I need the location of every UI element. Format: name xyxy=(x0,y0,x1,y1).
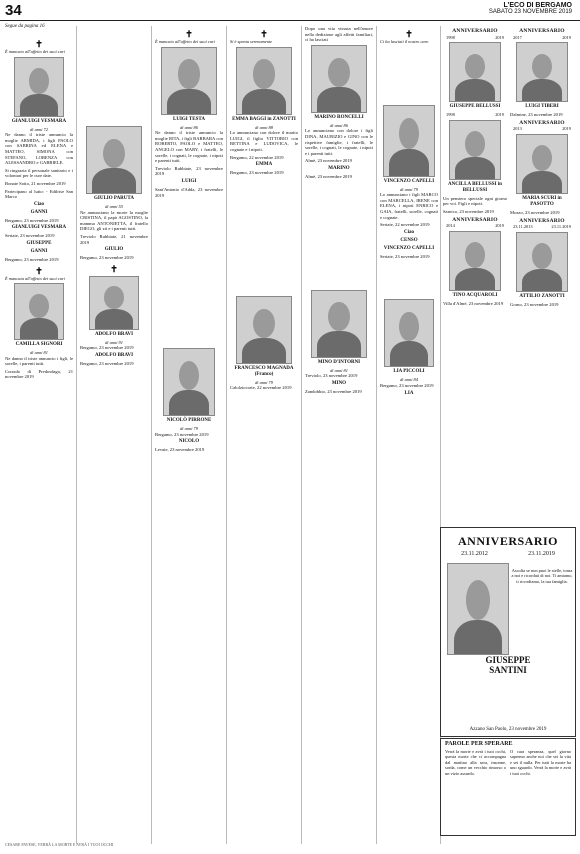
announcement-text: Ne danno il triste annuncio la moglie RITA, i figli BARBARA con ROBERTO, PAOLO e MATTEO, ANGELO con MARY, i fratelli, le sorelle, i cognati, le cognate, i nipoti e parenti tutti. xyxy=(155,130,223,164)
announcement-date: Zandobbio, 23 novembre 2019 xyxy=(305,388,362,394)
deceased-name: VINCENZO CAPELLI xyxy=(383,245,435,251)
deceased-name: FRANCESCO MAGNADA (Franco) xyxy=(234,365,294,377)
deceased-age: di anni 88 xyxy=(255,124,273,130)
ad-name-last: SANTINI xyxy=(489,665,527,675)
date-start: 1998 xyxy=(446,112,455,118)
deceased-name: TINO ACQUAROLI xyxy=(452,292,498,298)
cross-icon: ✝ xyxy=(35,39,43,49)
continuation-note: Segue da pagina 16 xyxy=(5,24,45,29)
deceased-age: di anni 91 xyxy=(105,339,123,345)
anniversary-dates xyxy=(510,224,574,230)
column-1 xyxy=(5,36,73,854)
announcement-date: Bergamo, 22 novembre 2019 xyxy=(230,154,284,160)
deceased-age: di anni 79 xyxy=(180,426,198,432)
announcement-date: Sant'Antonio d'Adda, 23 novembre 2019 xyxy=(155,186,223,198)
cross-icon: ✝ xyxy=(405,29,413,39)
box-text-left: Verrà la morte e avrà i tuoi occhi, questa morte che ci accompagna dal mattino alla sera, insonne, sorda, come un vecchio rimorso o un vizio assurdo. xyxy=(445,749,506,776)
anniversary-dates xyxy=(510,126,574,132)
portrait-photo xyxy=(384,299,434,367)
portrait-photo xyxy=(516,42,568,102)
deceased-name: NICOLÒ PIRRONE xyxy=(166,418,212,424)
nickname: GIUSEPPE xyxy=(26,240,52,246)
announcement-date: Bergamo, 23 novembre 2019 xyxy=(5,256,59,262)
portrait-photo xyxy=(14,57,64,117)
date-start: 2017 xyxy=(513,34,522,40)
announcement-date: Corrado di Predosdaga, 21 novembre 2019 xyxy=(5,368,73,380)
deceased-age: di anni 86 xyxy=(330,122,348,128)
portrait-photo xyxy=(516,134,568,194)
deceased-name: LIA PICCOLI xyxy=(393,369,425,375)
announcement-text: Ne danno il triste annuncio i figli, le sorelle, i parenti tutti. xyxy=(5,355,73,367)
column-divider xyxy=(76,26,77,844)
column-6 xyxy=(380,26,438,844)
deceased-name: LUIGI TESTA xyxy=(173,116,205,122)
date-start: 23.11.2012 xyxy=(461,551,488,557)
deceased-name: GIANLUIGI VESMARA xyxy=(11,225,67,231)
deceased-age: di anni 81 xyxy=(30,350,48,356)
announcement-date: Bonate Sotto, 21 novembre 2019 xyxy=(5,180,66,186)
portrait-photo xyxy=(449,120,501,180)
ad-poem: Ascolta se non puoi le stelle, torna a noi e ricordati di noi. Ti amiamo, ti ricordiamo, la tua famiglia. xyxy=(511,568,573,584)
deceased-name: MARIA SCURI in PASOTTO xyxy=(522,195,562,207)
announcement-date: Bergamo, 23 novembre 2019 xyxy=(380,382,434,388)
deceased-age: di anni 84 xyxy=(400,377,418,383)
nickname: GIULIO xyxy=(104,247,124,253)
deceased-name: ATTILIO ZANOTTI xyxy=(519,293,565,299)
nickname: NICOLO xyxy=(178,439,200,445)
nickname: GANNI xyxy=(30,248,48,254)
announcement-text: Ne annunciano la morte la moglie CRISTINA, il papà AGOSTINO, la mamma ANTONIETTA, il fratello DIEGO, gli zii e i parenti tutti. xyxy=(80,209,148,232)
announcement-text: Lo annunciano con dolore il marito LUIGI, il figlio VITTORIO con BETTINA e LUDOVICA, le cognate e i nipoti. xyxy=(230,130,298,152)
announcement-text: Lo annunciano i figli MARCO con MARCELLA, IRENE con ELENA, i nipoti ENRICO e GAIA, fratelli, sorelle, cognati e cognate. xyxy=(380,192,438,220)
cross-icon: ✝ xyxy=(185,29,193,39)
nickname: MARINO xyxy=(328,165,350,171)
portrait-photo xyxy=(516,232,568,292)
date-start: 2013 xyxy=(513,126,522,132)
date-start: 23.11.2013 xyxy=(513,224,533,230)
cross-icon: ✝ xyxy=(260,29,268,39)
deceased-age: di anni 72 xyxy=(30,126,48,132)
portrait-photo xyxy=(236,296,292,364)
date-start: 1998 xyxy=(446,34,455,40)
announcement-date: Levate, 23 novembre 2019 xyxy=(155,447,205,453)
anniversary-heading: ANNIVERSARIO xyxy=(452,216,498,223)
column-3 xyxy=(155,26,223,844)
participants: Partecipano al lutto: - Edilrise San Marco xyxy=(5,188,73,200)
newspaper-date: SABATO 23 NOVEMBRE 2019 xyxy=(488,9,572,15)
ad-dates xyxy=(441,551,575,557)
anniversary-ad xyxy=(440,527,576,737)
deceased-name: ANCILLA BELLUSSI in BELLUSSI xyxy=(448,181,502,193)
footer-note: CESARE PAVESE, VERRÀ LA MORTE E AVRÀ I TUOI OCCHI xyxy=(5,842,114,847)
ad-title: ANNIVERSARIO xyxy=(457,534,558,548)
anniversary-dates xyxy=(443,223,507,229)
anniversary-date: Sarnico, 23 novembre 2019 xyxy=(443,208,494,214)
announcement-date: Almè, 23 novembre 2019 xyxy=(305,158,352,164)
announcement-text: Ne danno il triste annuncio la moglie ARMIDA, i figli PAOLO con SABRINA ed ELENA e MATTEO, SIMONA con STEFANO, LORENZA con ALESSANDRO e GABRIELE. xyxy=(5,132,73,166)
date-end: 23.11.2019 xyxy=(551,224,571,230)
anniversary-date: Gorno, 23 novembre 2019 xyxy=(510,301,559,307)
date-end: 23.11.2019 xyxy=(528,551,555,557)
nickname: LIA xyxy=(404,390,414,396)
deceased-name: GIULIO PARUTA xyxy=(94,196,134,201)
deceased-age: di anni 79 xyxy=(400,186,418,192)
announcement-date: Seriate, 23 novembre 2019 xyxy=(5,233,55,239)
date-end: 2019 xyxy=(562,126,571,132)
announcement-date: Bergamo, 23 novembre 2019 xyxy=(80,360,134,366)
date-end: 2019 xyxy=(495,34,504,40)
column-divider xyxy=(301,26,302,844)
announcement-date: Seriate, 23 novembre 2019 xyxy=(380,253,430,259)
announcement-text: Si ringrazia il personale sanitario e i volontari per le cure date. xyxy=(5,167,73,179)
anniversary-heading: ANNIVERSARIO xyxy=(452,28,498,34)
portrait-photo xyxy=(14,283,64,340)
ad-name-first: GIUSEPPE xyxy=(485,655,531,665)
nickname: EMMA xyxy=(255,162,273,168)
deceased-name: CAMILLA SIGNORI xyxy=(15,342,63,348)
announcement-text: Lo annunciano con dolore i figli DINA, MAURIZIO e GINO con le rispettive famiglie, i fratelli, le sorelle, i cognati, le cognate, i nipoti e i parenti tutti. xyxy=(305,128,373,156)
deceased-name: GIANLUIGI VESMARA xyxy=(11,118,67,124)
anniversary-dates xyxy=(443,112,507,118)
column-4 xyxy=(230,26,298,844)
announcement-date: Treviolo Rubbiate, 21 novembre 2019 xyxy=(80,233,148,245)
box-text-right: O cara speranza, quel giorno sapremo anche noi che sei la vita e sei il nulla. Per tutti la morte ha uno sguardo. Verrà la morte e avrà i tuoi occhi. xyxy=(510,749,571,776)
announcement-date: Bergamo, 23 novembre 2019 xyxy=(155,431,209,437)
box-columns xyxy=(441,749,575,776)
announcement-date: Bergamo, 23 novembre 2019 xyxy=(80,345,134,351)
announcement-date: Bergamo, 23 novembre 2019 xyxy=(230,170,284,176)
deceased-age: di anni 79 xyxy=(255,379,273,385)
anniversary-dates xyxy=(510,35,574,41)
portrait-photo xyxy=(236,47,292,115)
column-divider xyxy=(226,26,227,844)
date-end: 2019 xyxy=(495,112,504,118)
anniversary-text: Un pensiero speciale ogni giorno per voi. Figli e nipoti. xyxy=(443,195,507,207)
announcement-date: Treviolo, 23 novembre 2019 xyxy=(305,373,358,379)
column-8 xyxy=(510,26,574,526)
portrait-photo xyxy=(447,563,509,655)
page-number: 34 xyxy=(5,2,22,19)
announcement-date: Treviolo Rubbiate, 23 novembre 2019 xyxy=(155,165,223,177)
anniversary-dates xyxy=(443,35,507,41)
cross-icon: ✝ xyxy=(110,263,118,274)
portrait-photo xyxy=(161,47,217,115)
portrait-photo xyxy=(311,290,367,358)
deceased-name: MARINO RONCELLI xyxy=(314,114,364,120)
date-end: 2019 xyxy=(495,223,504,229)
parole-per-sperare-box xyxy=(440,738,576,836)
announcement-date: Bergamo, 23 novembre 2019 xyxy=(5,217,59,223)
column-7 xyxy=(443,26,507,526)
portrait-photo xyxy=(163,348,215,416)
announcement-date: Bergamo, 23 novembre 2019 xyxy=(80,255,134,261)
announcement-intro: È mancato all'affetto dei suoi cari xyxy=(155,39,215,44)
column-2 xyxy=(80,26,148,844)
deceased-name: EMMA BAGGI in ZANOTTI xyxy=(232,116,296,122)
announcement-intro: Ci ha lasciati il nostro caro xyxy=(380,39,429,44)
newspaper-masthead xyxy=(489,2,572,16)
portrait-photo xyxy=(311,45,367,113)
deceased-name: ADOLFO BRAVI xyxy=(94,352,134,358)
deceased-name: GIUSEPPE BELLUSSI xyxy=(449,104,501,110)
anniversary-heading: ANNIVERSARIO xyxy=(519,28,565,34)
date-end: 2019 xyxy=(562,34,571,40)
portrait-photo xyxy=(383,105,435,177)
announcement-intro: È mancata all'affetto dei suoi cari xyxy=(5,275,65,281)
anniversary-date: Villa d'Almè, 23 novembre 2019 xyxy=(443,300,504,306)
deceased-age: di anni 86 xyxy=(180,124,198,130)
portrait-photo xyxy=(89,276,139,330)
column-divider xyxy=(151,26,152,844)
portrait-photo xyxy=(449,231,501,291)
column-5 xyxy=(305,26,373,844)
page-header xyxy=(0,0,580,21)
anniversary-heading: ANNIVERSARIO xyxy=(519,217,565,224)
deceased-age: di anni 55 xyxy=(105,204,123,209)
deceased-name: MINO D'INTORNI xyxy=(317,359,361,365)
deceased-name: VINCENZO CAPELLI xyxy=(383,178,435,184)
date-start: 2014 xyxy=(446,223,455,229)
anniversary-date: Mozzo, 23 novembre 2019 xyxy=(510,209,560,215)
announcement-intro: È mancato all'affetto dei suoi cari xyxy=(5,49,65,54)
deceased-age: di anni 81 xyxy=(330,367,348,373)
cross-icon: ✝ xyxy=(35,265,43,276)
nickname: MINO xyxy=(331,380,347,386)
deceased-name: ADOLFO BRAVI xyxy=(94,331,134,337)
ad-footer: Azzano San Paolo, 23 novembre 2019 xyxy=(469,727,547,732)
portrait-photo xyxy=(449,42,501,102)
nickname: GANNI xyxy=(30,209,48,215)
nickname: CENSO xyxy=(400,237,418,243)
deceased-name: LUIGI TIBERI xyxy=(525,104,559,110)
portrait-photo xyxy=(86,126,142,194)
farewell-word: Ciao xyxy=(34,201,44,207)
announcement-date: Seriate, 22 novembre 2019 xyxy=(380,222,430,228)
nickname: LUIGI xyxy=(181,178,197,184)
box-title: PAROLE PER SPERARE xyxy=(445,741,513,747)
announcement-intro: Si è spenta serenamente xyxy=(230,39,273,44)
announcement-date: Almè, 23 novembre 2019 xyxy=(305,173,352,179)
farewell-word: Ciao xyxy=(404,229,414,235)
anniversary-date: Dalmine, 23 novembre 2019 xyxy=(510,112,563,118)
anniversary-heading: ANNIVERSARIO xyxy=(519,119,565,126)
announcement-date: Calolziocorte, 22 novembre 2019 xyxy=(230,385,292,391)
newspaper-name: L'ECO DI BERGAMO xyxy=(503,2,572,9)
announcement-intro: Dopo una vita vissuta nell'amore nella dedizione agli affetti familiari, ci ha lasciati xyxy=(305,26,373,43)
column-divider xyxy=(376,26,377,844)
